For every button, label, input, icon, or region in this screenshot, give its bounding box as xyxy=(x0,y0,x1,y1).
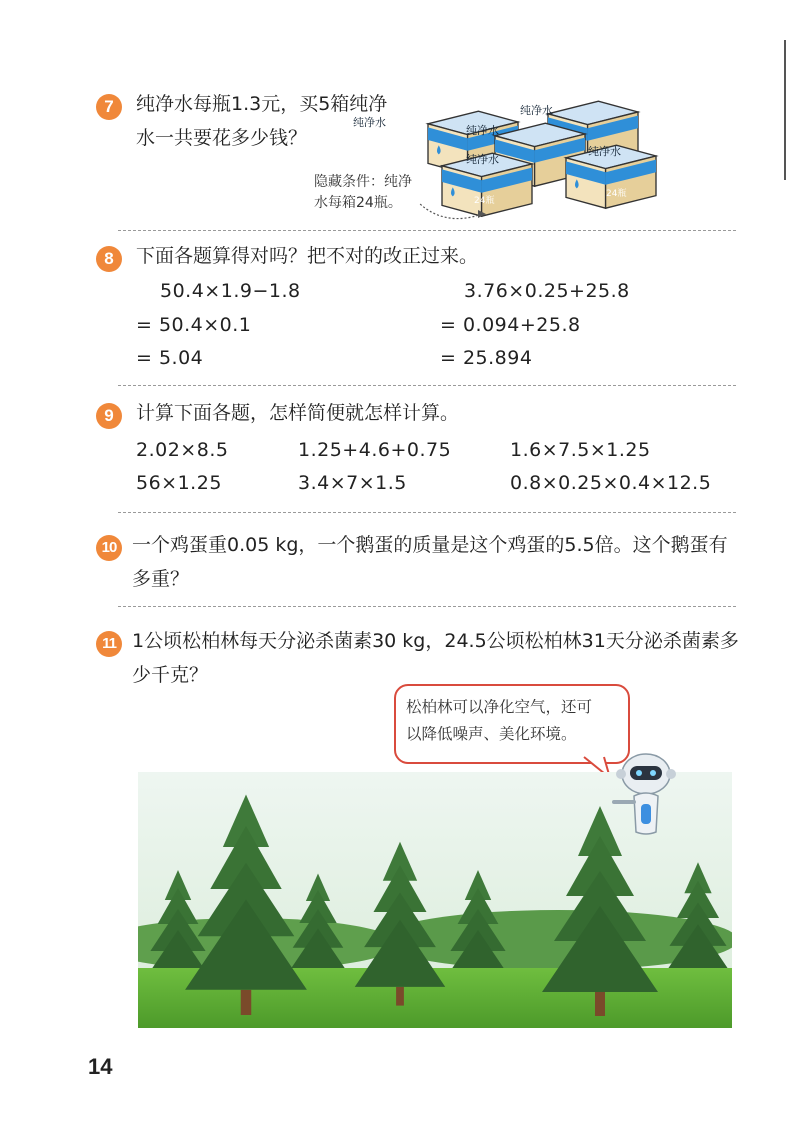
box-label: 纯净水 xyxy=(353,116,386,129)
hidden-condition-line-1: 隐藏条件：纯净 xyxy=(314,174,412,190)
question-7-line-2: 水一共要花多少钱？ xyxy=(136,127,308,149)
question-8-prompt: 下面各题算得对吗？把不对的改正过来。 xyxy=(136,245,479,267)
box-count-label: 24瓶 xyxy=(606,189,627,199)
box-label: 纯净水 xyxy=(588,145,621,158)
question-10-number: 10 xyxy=(96,535,122,561)
divider xyxy=(118,512,736,513)
divider xyxy=(118,230,736,231)
box-count-label: 24瓶 xyxy=(474,196,495,206)
bubble-line-2: 以降低噪声、美化环境。 xyxy=(406,725,577,743)
q9-expression: 1.25+4.6+0.75 xyxy=(298,439,452,461)
question-11-line-1: 1公顷松柏林每天分泌杀菌素30 kg，24.5公顷松柏林31天分泌杀菌素多 xyxy=(132,630,739,652)
question-11-line-2: 少千克？ xyxy=(132,664,209,686)
hidden-condition-line-2: 水每箱24瓶。 xyxy=(314,195,402,211)
divider xyxy=(118,606,736,607)
question-11-number: 11 xyxy=(96,631,122,657)
q9-expression: 2.02×8.5 xyxy=(136,439,229,461)
robot-mascot xyxy=(606,748,684,838)
q8-right-step-2: = 0.094+25.8 xyxy=(440,314,581,336)
question-9-prompt: 计算下面各题，怎样简便就怎样计算。 xyxy=(136,402,460,424)
divider xyxy=(118,385,736,386)
q9-expression: 1.6×7.5×1.25 xyxy=(510,439,651,461)
q9-expression: 3.4×7×1.5 xyxy=(298,472,407,494)
q8-right-step-1: 3.76×0.25+25.8 xyxy=(464,280,630,302)
q9-expression: 0.8×0.25×0.4×12.5 xyxy=(510,472,712,494)
question-7-number: 7 xyxy=(96,94,122,120)
page-number: 14 xyxy=(88,1054,113,1079)
q8-right-step-3: = 25.894 xyxy=(440,347,533,369)
bubble-line-1: 松柏林可以净化空气，还可 xyxy=(406,698,593,716)
q9-expression: 56×1.25 xyxy=(136,472,222,494)
box-label: 纯净水 xyxy=(520,104,553,117)
q8-left-step-2: = 50.4×0.1 xyxy=(136,314,252,336)
question-9-number: 9 xyxy=(96,403,122,429)
box-label: 纯净水 xyxy=(466,153,499,166)
question-7-line-1: 纯净水每瓶1.3元，买5箱纯净 xyxy=(136,93,388,115)
question-10-line-2: 多重？ xyxy=(132,568,190,590)
box-label: 纯净水 xyxy=(466,124,499,137)
page-edge-line xyxy=(784,40,786,180)
question-8-number: 8 xyxy=(96,246,122,272)
q8-left-step-1: 50.4×1.9−1.8 xyxy=(160,280,301,302)
question-10-line-1: 一个鸡蛋重0.05 kg，一个鹅蛋的质量是这个鸡蛋的5.5倍。这个鹅蛋有 xyxy=(132,534,728,556)
q8-left-step-3: = 5.04 xyxy=(136,347,204,369)
